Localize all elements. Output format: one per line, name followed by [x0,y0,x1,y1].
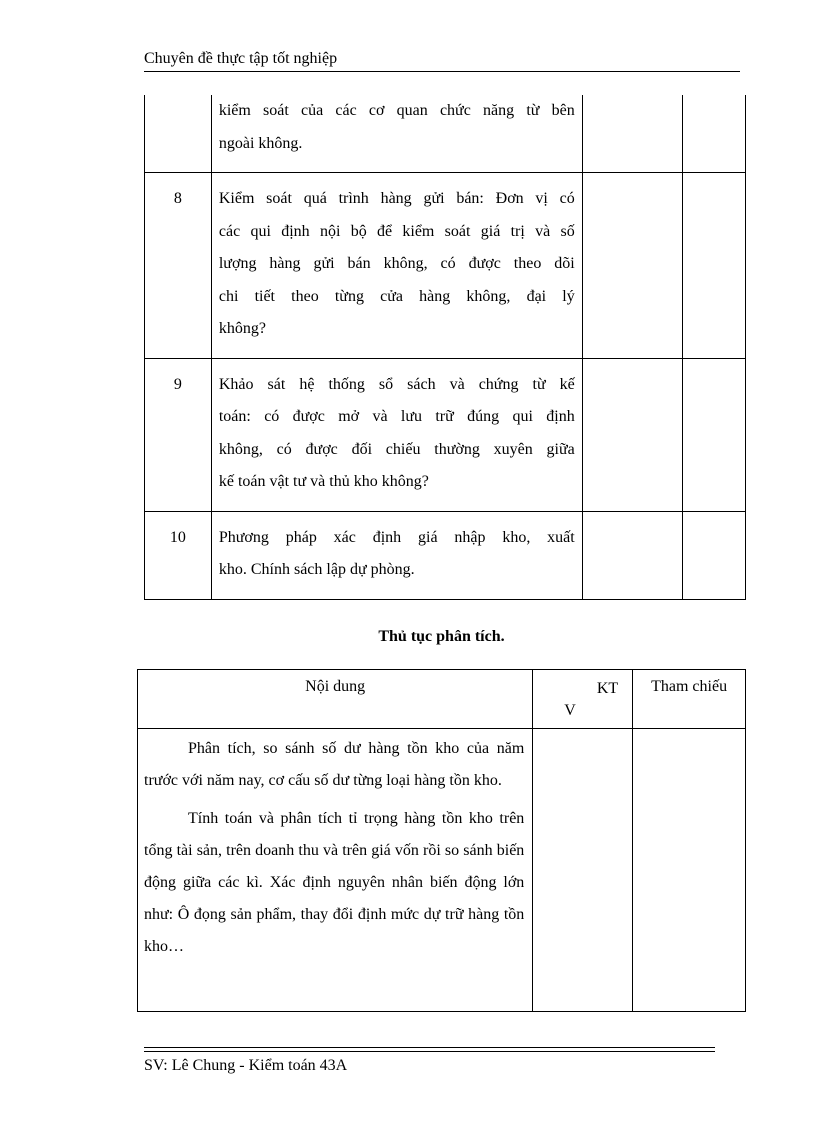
text-line: Phương pháp xác định giá nhập kho, xuất [218,528,575,546]
ktv-header-part2: V [564,702,576,719]
header-rule [144,71,740,72]
paragraph: Phân tích, so sánh số dư hàng tồn kho của năm trước với năm nay, cơ cấu số dư từng loại hàng tồn kho. [144,740,525,789]
page-footer: SV: Lê Chung - Kiểm toán 43A [144,1057,348,1074]
ktv-header [533,670,633,729]
row-number: 8 [145,173,212,359]
content-header: Nội dung [138,670,533,729]
text-line: Khảo sát hệ thống sổ sách và chứng từ kế [218,375,575,393]
table-row [145,358,746,511]
empty-cell [582,358,682,511]
table-row [145,511,746,599]
text-line: không, có được đối chiếu thường xuyên giữa [218,440,575,458]
empty-cell [682,358,745,511]
table-row [145,95,746,173]
row-text [211,511,582,599]
table-row [145,173,746,359]
text-line: chi tiết theo từng cửa hàng không, đại lý [218,287,575,305]
paragraph: Tính toán và phân tích tỉ trọng hàng tồn kho trên tổng tài sản, trên doanh thu và trên giá vốn rồi so sánh biến động giữa các kì. Xác định nguyên nhân biến động lớn như: Ô đọng sản phẩm, thay đổi định mức dự trữ hàng tồn kho… [144,810,525,955]
empty-cell [582,95,682,173]
text-line: toán: có được mở và lưu trữ đúng qui định [218,408,575,425]
empty-cell [533,729,633,1012]
row-number [145,95,212,173]
text-line: ngoài không. [218,134,303,152]
text-line: Kiểm soát quá trình hàng gửi bán: Đơn vị có [218,190,575,207]
footer-rule [144,1051,715,1052]
row-number: 9 [145,358,212,511]
text-line: lượng hàng gửi bán không, có được theo dõi [218,255,575,272]
text-line: kiểm soát của các cơ quan chức năng từ bên [218,102,575,119]
footer-rule [144,1047,715,1048]
text-line: không? [218,320,266,337]
row-text [211,95,582,173]
row-text [211,173,582,359]
analysis-table [137,669,746,1012]
row-number: 10 [145,511,212,599]
text-line: các qui định nội bộ để kiểm soát giá trị và số [218,222,575,240]
empty-cell [682,95,745,173]
page-header: Chuyên đề thực tập tốt nghiệp [144,50,338,67]
empty-cell [582,511,682,599]
header-row [138,670,746,729]
ktv-header-part1: KT [596,680,619,697]
checklist-table [144,95,746,600]
reference-header: Tham chiếu [633,670,746,729]
section-title: Thủ tục phân tích. [378,628,505,645]
text-line: kế toán vật tư và thủ kho không? [218,473,429,490]
content-cell [138,729,533,1012]
row-text [211,358,582,511]
empty-cell [682,511,745,599]
empty-cell [633,729,746,1012]
empty-cell [582,173,682,359]
empty-cell [682,173,745,359]
text-line: kho. Chính sách lập dự phòng. [218,561,415,578]
table-row [138,729,746,1012]
